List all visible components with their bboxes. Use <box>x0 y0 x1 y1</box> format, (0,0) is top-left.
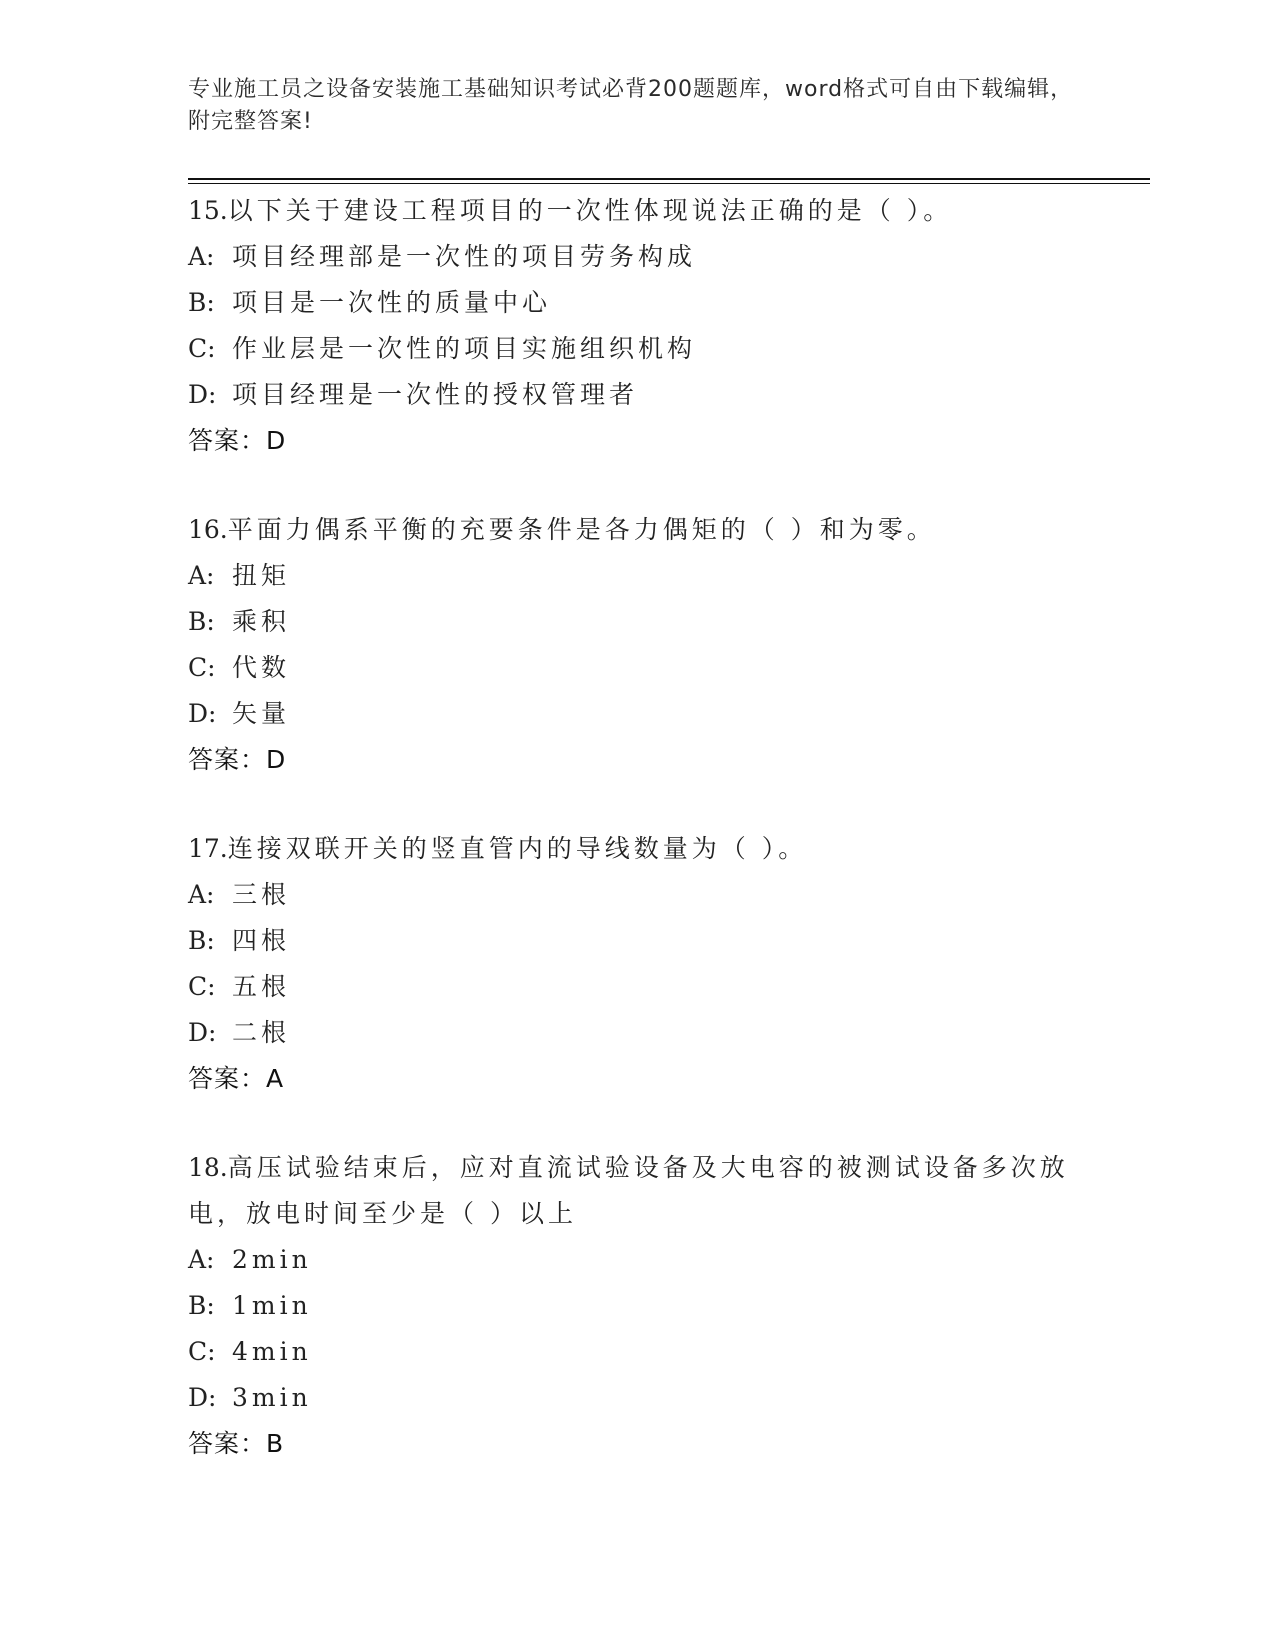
option-key: D: <box>188 380 217 409</box>
option-text: 3min <box>232 1383 312 1412</box>
option-b <box>188 280 1088 326</box>
question-text: 连接双联开关的竖直管内的导线数量为（ ）。 <box>227 834 808 863</box>
option-key: A: <box>188 242 215 271</box>
option-text: 五根 <box>232 972 291 1001</box>
option-text: 项目是一次性的质量中心 <box>232 288 552 317</box>
question-stem <box>188 507 1088 553</box>
option-text: 4min <box>232 1337 312 1366</box>
option-key: B: <box>188 1291 215 1320</box>
question-stem <box>188 826 1088 872</box>
document-title: 专业施工员之设备安装施工基础知识考试必背200题题库，word格式可自由下载编辑，附完整答案! <box>188 77 1074 134</box>
option-a <box>188 1237 1088 1283</box>
option-a <box>188 553 1088 599</box>
option-text: 2min <box>232 1245 312 1274</box>
question-number: 15. <box>188 196 228 225</box>
option-text: 二根 <box>232 1018 291 1047</box>
option-text: 项目经理部是一次性的项目劳务构成 <box>232 242 697 271</box>
option-key: B: <box>188 288 215 317</box>
option-text: 矢量 <box>232 699 291 728</box>
option-a <box>188 234 1088 280</box>
option-c <box>188 964 1088 1010</box>
option-d <box>188 372 1088 418</box>
option-text: 扭矩 <box>232 561 291 590</box>
option-text: 代数 <box>232 653 291 682</box>
option-c <box>188 645 1088 691</box>
answer-label: 答案：B <box>188 1429 285 1458</box>
option-text: 四根 <box>232 926 291 955</box>
question-number: 16. <box>188 515 228 544</box>
option-key: B: <box>188 607 215 636</box>
question-15 <box>188 188 1088 464</box>
option-b <box>188 918 1088 964</box>
option-b <box>188 1283 1088 1329</box>
option-a <box>188 872 1088 918</box>
option-text: 三根 <box>232 880 291 909</box>
answer-label: 答案：A <box>188 1064 285 1093</box>
option-key: D: <box>188 1018 217 1047</box>
option-d <box>188 1010 1088 1056</box>
option-text: 作业层是一次性的项目实施组织机构 <box>232 334 697 363</box>
question-16 <box>188 507 1088 783</box>
option-key: D: <box>188 1383 217 1412</box>
question-stem <box>188 188 1088 234</box>
question-stem <box>188 1145 1088 1237</box>
question-18 <box>188 1145 1088 1467</box>
question-text: 平面力偶系平衡的充要条件是各力偶矩的（ ）和为零。 <box>227 515 936 544</box>
option-c <box>188 1329 1088 1375</box>
option-key: D: <box>188 699 217 728</box>
option-b <box>188 599 1088 645</box>
option-key: A: <box>188 880 215 909</box>
option-text: 项目经理是一次性的授权管理者 <box>232 380 639 409</box>
option-d <box>188 691 1088 737</box>
option-key: A: <box>188 1245 215 1274</box>
option-key: B: <box>188 926 215 955</box>
option-text: 乘积 <box>232 607 291 636</box>
option-text: 1min <box>232 1291 312 1320</box>
option-key: C: <box>188 972 216 1001</box>
option-d <box>188 1375 1088 1421</box>
question-number: 18. <box>188 1153 228 1182</box>
question-number: 17. <box>188 834 228 863</box>
header-divider <box>188 178 1150 180</box>
question-text: 以下关于建设工程项目的一次性体现说法正确的是（ ）。 <box>227 196 953 225</box>
answer-label: 答案：D <box>188 426 287 455</box>
option-key: A: <box>188 561 215 590</box>
answer-label: 答案：D <box>188 745 287 774</box>
option-key: C: <box>188 1337 216 1366</box>
question-17 <box>188 826 1088 1102</box>
question-list <box>188 188 1088 1510</box>
option-c <box>188 326 1088 372</box>
option-key: C: <box>188 334 216 363</box>
header-divider-thin <box>188 183 1150 184</box>
question-text: 高压试验结束后，应对直流试验设备及大电容的被测试设备多次放电，放电时间至少是（ ）以上 <box>188 1153 1069 1228</box>
option-key: C: <box>188 653 216 682</box>
